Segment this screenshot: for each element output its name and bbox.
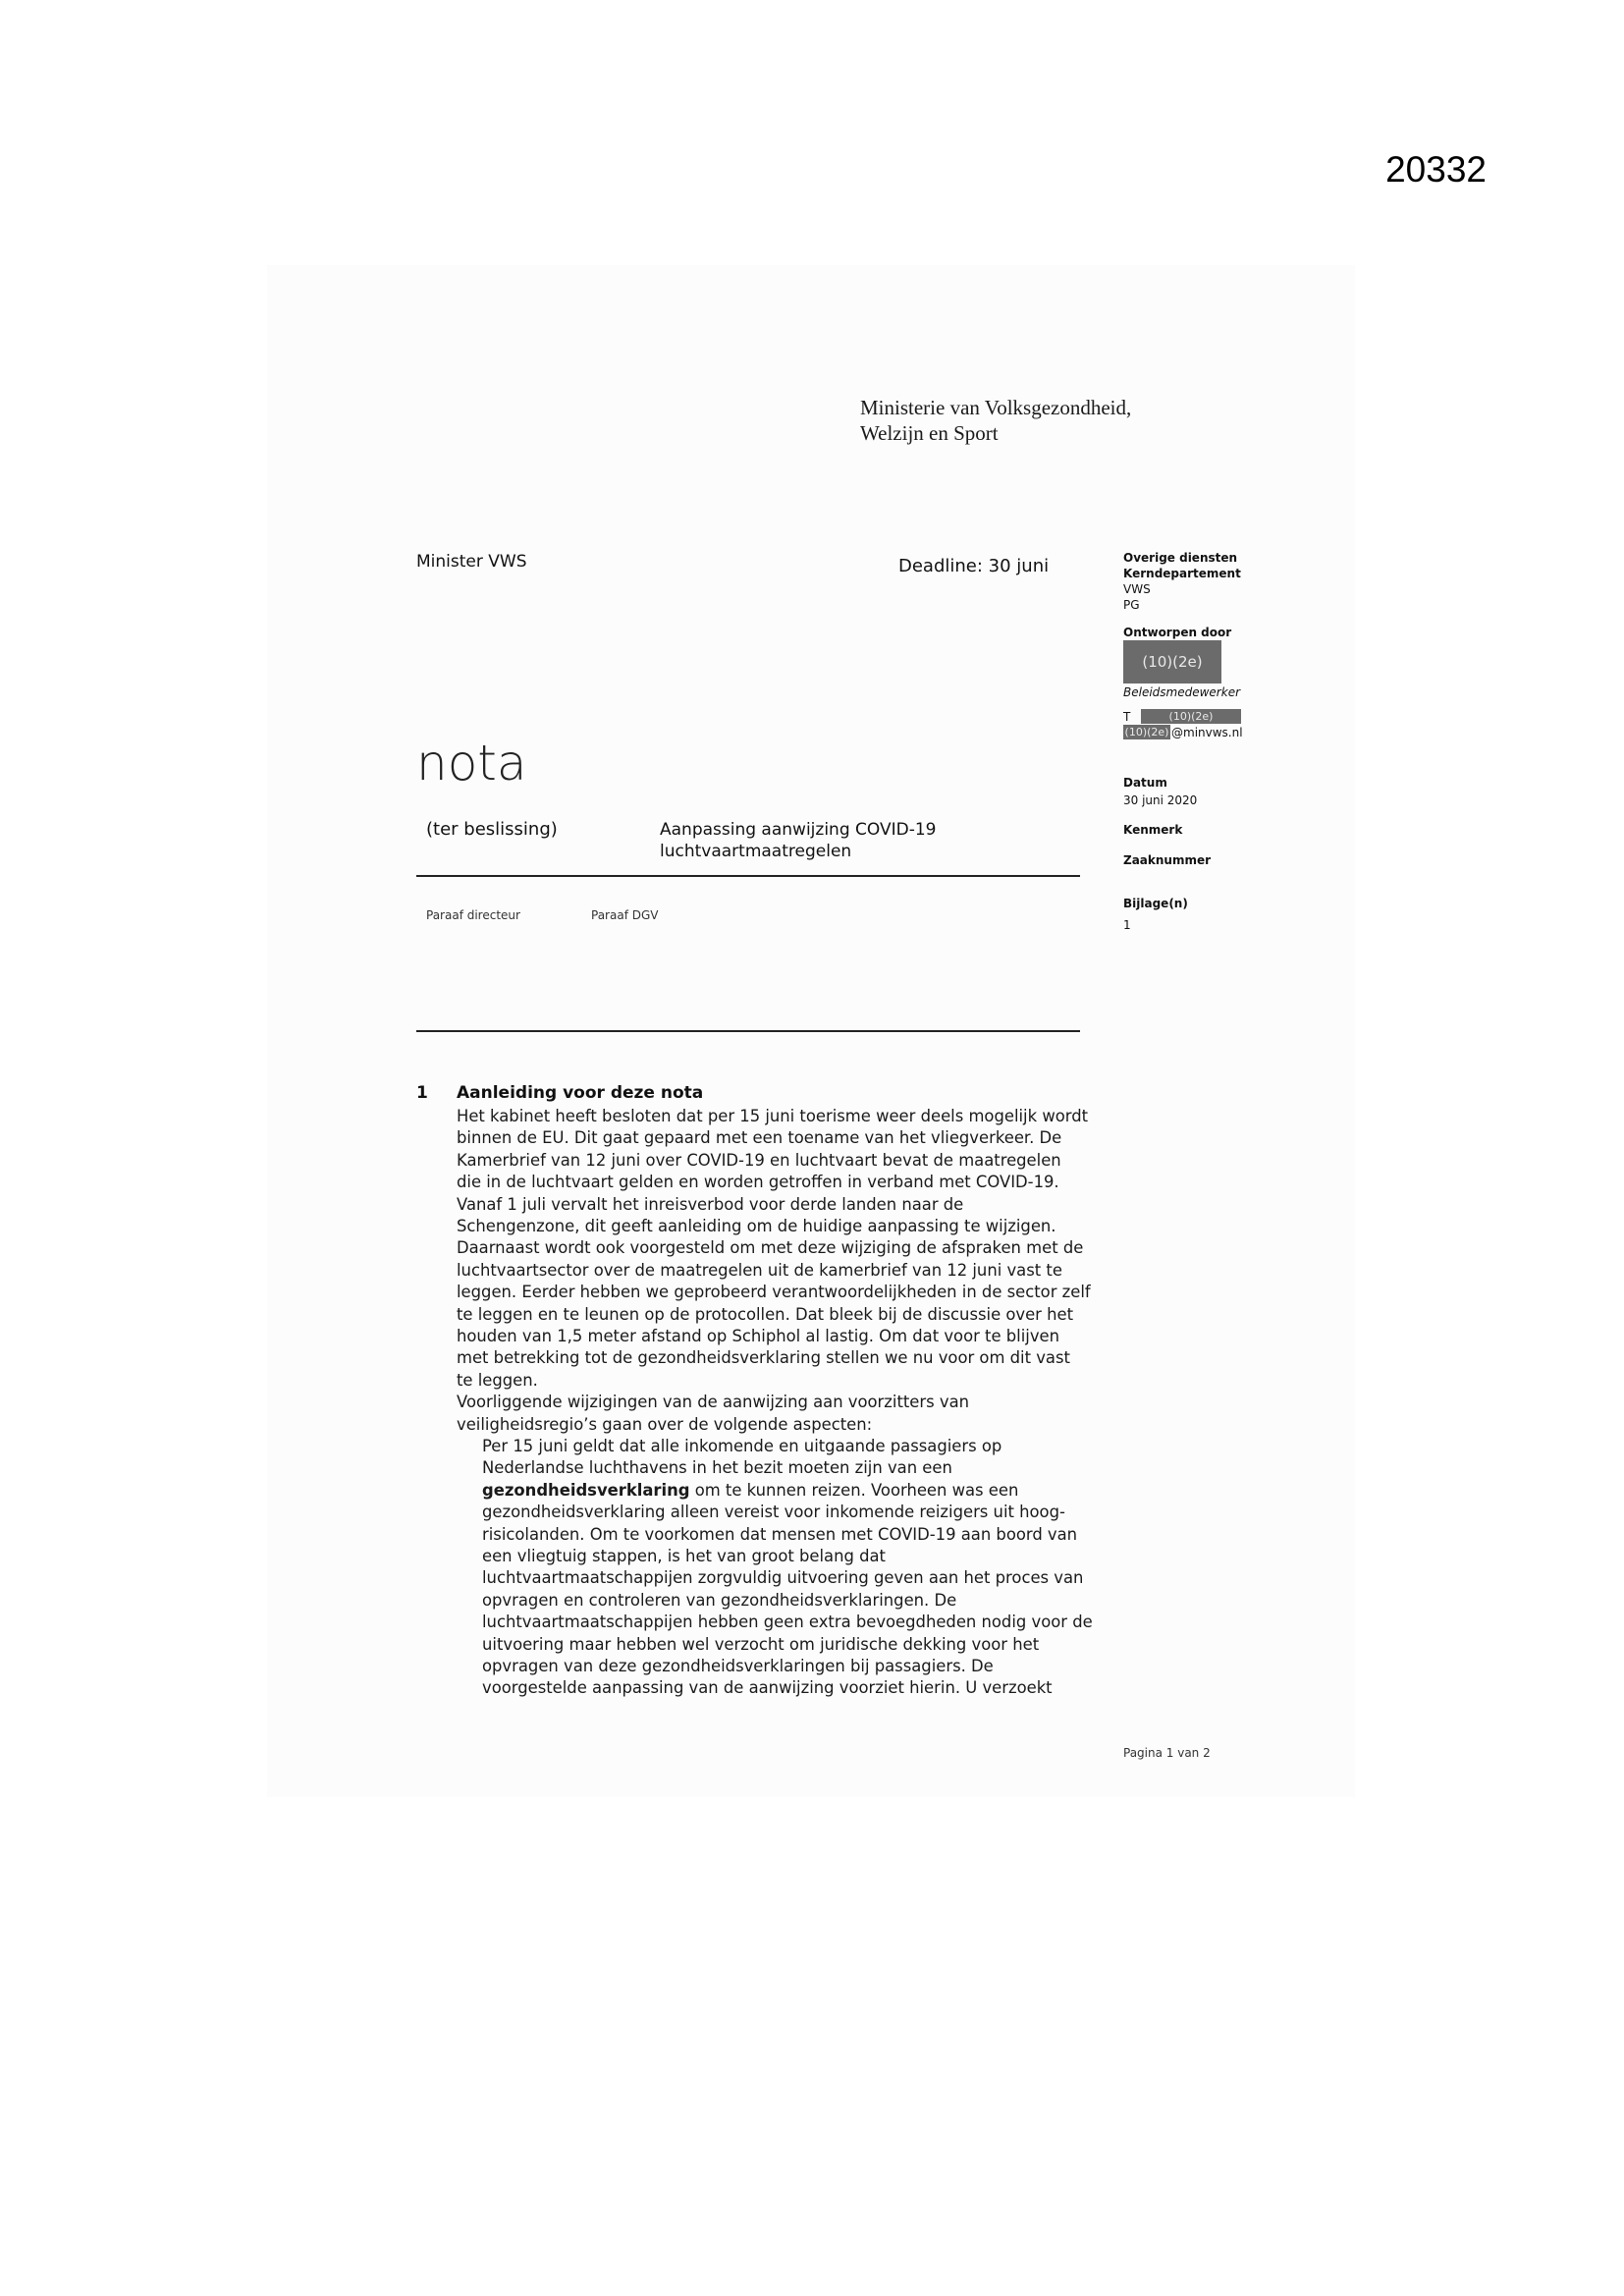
sidebar-date-value: 30 juni 2020 <box>1123 793 1198 807</box>
bullet-line: opvragen en controleren van gezondheidsverklaringen. De <box>482 1590 957 1610</box>
ministry-line: Welzijn en Sport <box>860 421 999 445</box>
paragraph-line: veiligheidsregio’s gaan over de volgende aspecten: <box>457 1414 873 1434</box>
sidebar-designed-by-heading: Ontworpen door <box>1123 626 1232 639</box>
bullet-line: Per 15 juni geldt dat alle inkomende en uitgaande passagiers op <box>482 1437 1002 1455</box>
sidebar-phone-prefix: T <box>1123 710 1131 724</box>
divider-top <box>416 875 1080 877</box>
document-purpose: (ter beslissing) <box>426 819 558 840</box>
sidebar-kenmerk-heading: Kenmerk <box>1123 823 1183 837</box>
bullet-line: voorgestelde aanpassing van de aanwijzing voorziet hierin. U verzoekt <box>482 1678 1053 1698</box>
paraaf-director: Paraaf directeur <box>426 908 520 922</box>
section-number: 1 <box>416 1083 428 1103</box>
ministry-name <box>860 395 1131 446</box>
redaction-box: (10)(2e) <box>1123 640 1221 683</box>
bullet-line: risicolanden. Om te voorkomen dat mensen met COVID-19 aan boord van <box>482 1524 1078 1544</box>
sidebar-bijlagen-heading: Bijlage(n) <box>1123 897 1188 910</box>
bullet-line: gezondheidsverklaring alleen vereist voor inkomende reizigers uit hoog- <box>482 1503 1065 1522</box>
paragraph-line: te leggen en te leunen op de protocollen. Dat bleek bij de discussie over het <box>457 1304 1074 1324</box>
subject-line: Aanpassing aanwijzing COVID-19 <box>660 820 937 840</box>
paraaf-dgv: Paraaf DGV <box>591 908 659 922</box>
sidebar-zaaknummer-heading: Zaaknummer <box>1123 853 1212 867</box>
divider-bottom <box>416 1030 1080 1032</box>
body-paragraph <box>457 1106 1091 1436</box>
paragraph-line: Voorliggende wijzigingen van de aanwijzing aan voorzitters van <box>457 1393 970 1412</box>
sidebar-bijlagen-value: 1 <box>1123 918 1131 932</box>
addressee: Minister VWS <box>416 552 527 572</box>
bullet-line: uitvoering maar hebben wel verzocht om juridische dekking voor het <box>482 1634 1040 1654</box>
sidebar-dept-heading: Overige diensten <box>1123 551 1238 565</box>
paragraph-line: leggen. Eerder hebben we geprobeerd verantwoordelijkheden in de sector zelf <box>457 1283 1091 1302</box>
paragraph-line: Daarnaast wordt ook voorgesteld om met deze wijziging de afspraken met de <box>457 1238 1084 1258</box>
subject-line: luchtvaartmaatregelen <box>660 842 852 861</box>
sidebar-dept-heading: Kerndepartement <box>1123 567 1241 580</box>
bullet-line: luchtvaartmaatschappijen zorgvuldig uitvoering geven aan het proces van <box>482 1568 1084 1588</box>
bullet-line: luchtvaartmaatschappijen hebben geen extra bevoegdheden nodig voor de <box>482 1613 1093 1632</box>
paragraph-line: Vanaf 1 juli vervalt het inreisverbod voor derde landen naar de <box>457 1194 964 1214</box>
redaction-box: (10)(2e) <box>1141 709 1241 724</box>
deadline: Deadline: 30 juni <box>898 556 1050 576</box>
paragraph-line: binnen de EU. Dit gaat gepaard met een toename van het vliegverkeer. De <box>457 1128 1062 1148</box>
paragraph-line: houden van 1,5 meter afstand op Schiphol al lastig. Om dat voor te blijven <box>457 1327 1060 1346</box>
paragraph-line: die in de luchtvaart gelden en worden getroffen in verband met COVID-19. <box>457 1173 1059 1192</box>
paragraph-line: luchtvaartsector over de maatregelen uit de kamerbrief van 12 juni vast te <box>457 1260 1062 1280</box>
document-title: nota <box>416 735 527 792</box>
paragraph-line: Kamerbrief van 12 juni over COVID-19 en luchtvaart bevat de maatregelen <box>457 1150 1061 1170</box>
sidebar-role: Beleidsmedewerker <box>1123 685 1241 699</box>
sidebar-date-heading: Datum <box>1123 776 1167 790</box>
section-title: Aanleiding voor deze nota <box>457 1083 704 1103</box>
document-subject <box>660 819 936 862</box>
section-heading <box>416 1083 428 1103</box>
paragraph-line: Het kabinet heeft besloten dat per 15 juni toerisme weer deels mogelijk wordt <box>457 1107 1089 1125</box>
bullet-line: een vliegtuig stappen, is het van groot belang dat <box>482 1547 886 1566</box>
redaction-box: (10)(2e) <box>1124 726 1169 738</box>
paragraph-line: Schengenzone, dit geeft aanleiding om de huidige aanpassing te wijzigen. <box>457 1217 1056 1236</box>
bullet-line-tail: om te kunnen reizen. Voorheen was een <box>689 1480 1019 1500</box>
bullet-item <box>482 1436 1093 1700</box>
sidebar-dept-line: PG <box>1123 598 1140 612</box>
bullet-line <box>482 1480 1093 1502</box>
paragraph-line: te leggen. <box>457 1370 538 1390</box>
ministry-line: Ministerie van Volksgezondheid, <box>860 396 1132 419</box>
page-number: Pagina 1 van 2 <box>1123 1746 1211 1760</box>
sidebar-dept-line: VWS <box>1123 582 1151 596</box>
bullet-bold-term: gezondheidsverklaring <box>482 1480 690 1500</box>
paragraph-line: met betrekking tot de gezondheidsverklaring stellen we nu voor om dit vast <box>457 1348 1070 1368</box>
bullet-line: opvragen van deze gezondheidsverklaringen bij passagiers. De <box>482 1657 994 1676</box>
bullet-line: Nederlandse luchthavens in het bezit moeten zijn van een <box>482 1458 952 1478</box>
document-number: 20332 <box>1385 149 1487 190</box>
sidebar-email-domain: @minvws.nl <box>1171 726 1243 739</box>
